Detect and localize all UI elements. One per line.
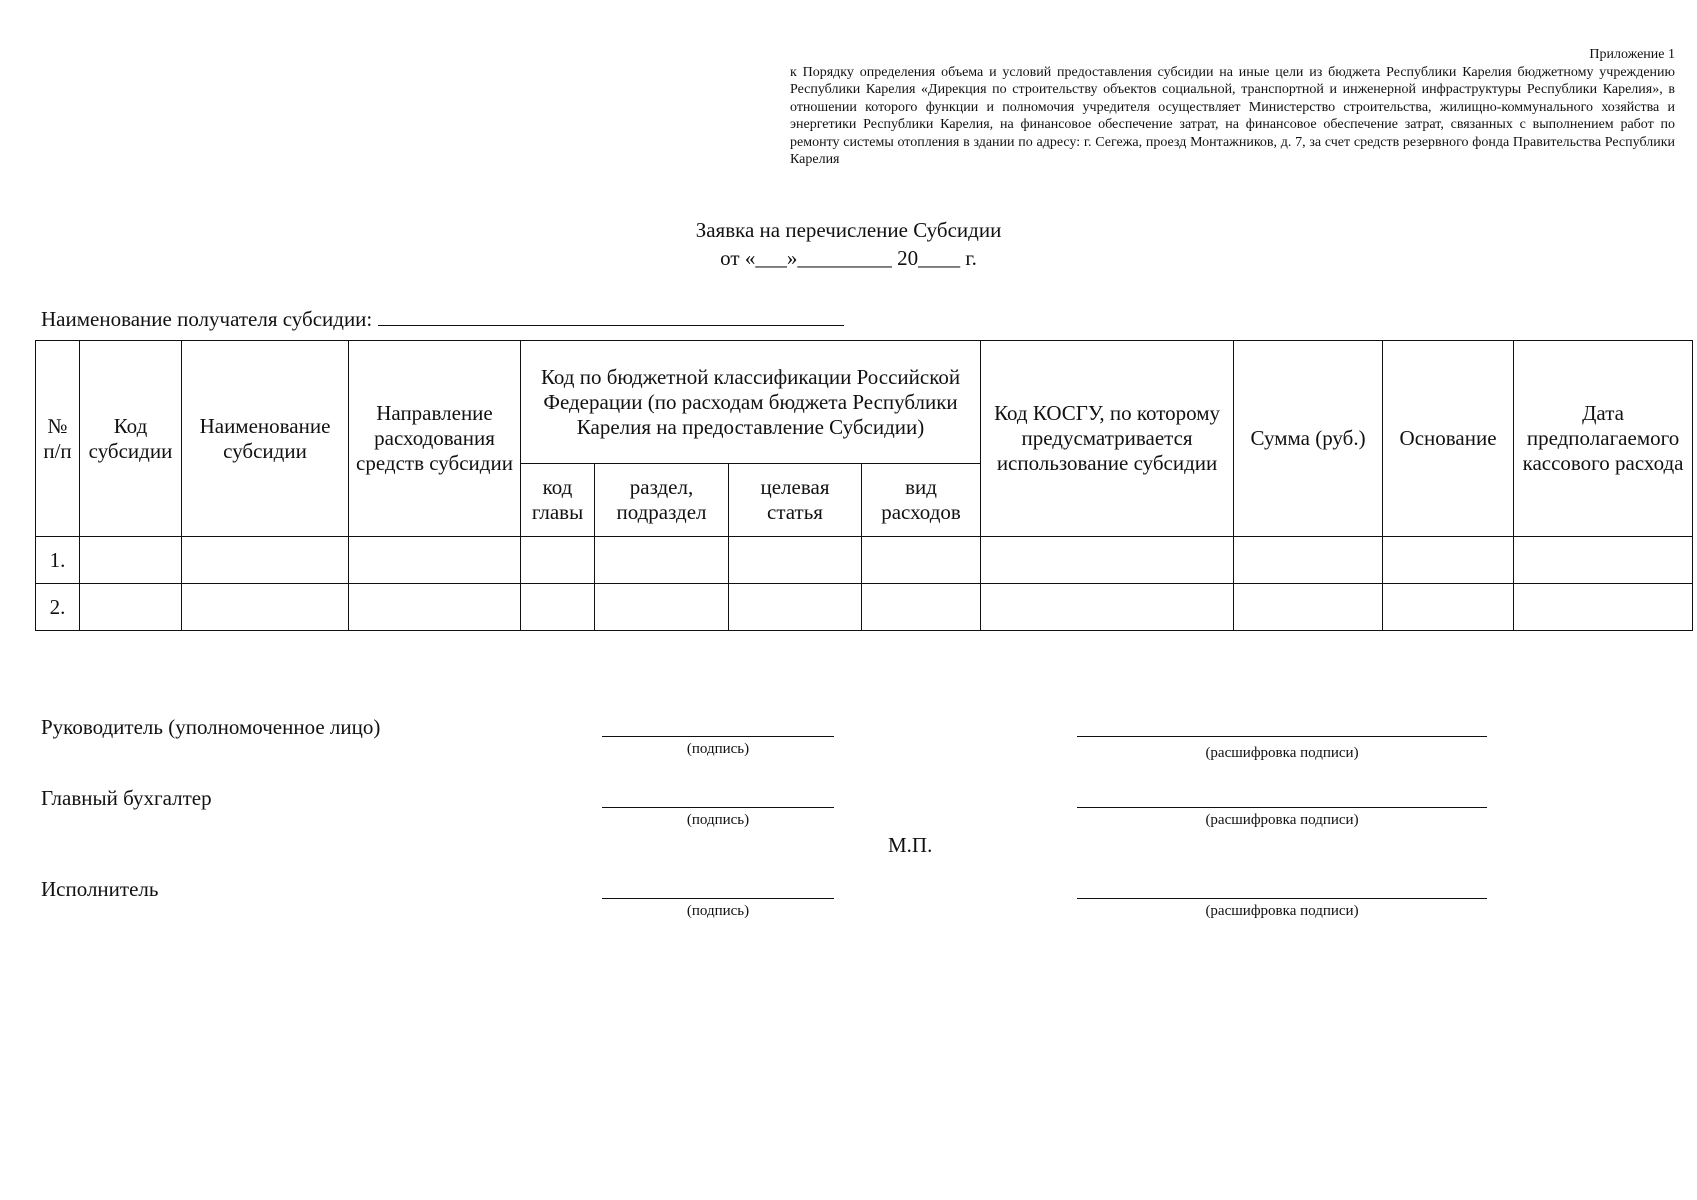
table-row [36, 584, 1693, 631]
signature-line[interactable] [602, 807, 834, 808]
cell-direction[interactable] [349, 537, 521, 584]
cell-basis[interactable] [1383, 537, 1514, 584]
cell-name[interactable] [182, 537, 349, 584]
signature-decode-caption: (расшифровка подписи) [1205, 812, 1359, 828]
col-kosgu-header: Код КОСГУ, по которому предусматривается использование субсидии [981, 341, 1234, 537]
appendix-text: к Порядку определения объема и условий предоставления субсидии на иные цели из бюджета Республики Карелия бюджетному учреждению Республики Карелия «Дирекция по строительству объектов социальной, транспортной и инженерной инфраструктуры Республики Карелия», в отношении которого функции и полномочия учредителя осуществляет Министерство строительства, жилищно-коммунального хозяйства и энергетики Республики Карелия, на финансовое обеспечение затрат, на финансовое обеспечение затрат, связанных с выполнением работ по ремонту системы отопления в здании по адресу: г. Сегежа, проезд Монтажников, д. 7, за счет средств резервного фонда Правительства Республики Карелия [790, 64, 1675, 167]
appendix-title: Приложение 1 [1589, 47, 1675, 62]
row-number: 1. [36, 537, 80, 584]
recipient-field [41, 305, 844, 332]
signature-decode-caption: (расшифровка подписи) [1205, 903, 1359, 919]
signature-caption: (подпись) [686, 741, 750, 757]
cell-name[interactable] [182, 584, 349, 631]
appendix-note [790, 46, 1675, 169]
col-chapter-header: код главы [521, 464, 595, 537]
cell-section[interactable] [595, 537, 729, 584]
col-direction-header: Направление расходования средств субсидии [349, 341, 521, 537]
cell-chapter[interactable] [521, 537, 595, 584]
signature-role-head: Руководитель (уполномоченное лицо) [41, 715, 381, 739]
cell-expense[interactable] [862, 537, 981, 584]
title-line: Заявка на перечисление Субсидии [695, 218, 1002, 242]
col-num-header: № п/п [36, 341, 80, 537]
cell-sum[interactable] [1234, 537, 1383, 584]
col-target-header: целевая статья [729, 464, 862, 537]
col-date-header: Дата предполагаемого кассового расхода [1514, 341, 1693, 537]
subsidy-request-table [35, 340, 1693, 631]
cell-code[interactable] [80, 537, 182, 584]
cell-chapter[interactable] [521, 584, 595, 631]
cell-date[interactable] [1514, 584, 1693, 631]
recipient-label: Наименование получателя субсидии: [41, 307, 373, 331]
col-budget-classification-header: Код по бюджетной классификации Российской Федерации (по расходам бюджета Республики Карелия на предоставление Субсидии) [521, 341, 981, 464]
signature-decode-caption: (расшифровка подписи) [1205, 745, 1359, 761]
cell-date[interactable] [1514, 537, 1693, 584]
cell-kosgu[interactable] [981, 537, 1234, 584]
col-name-header: Наименование субсидии [182, 341, 349, 537]
signature-role-accountant: Главный бухгалтер [41, 786, 212, 810]
cell-direction[interactable] [349, 584, 521, 631]
cell-kosgu[interactable] [981, 584, 1234, 631]
row-number: 2. [36, 584, 80, 631]
table-row [36, 537, 1693, 584]
cell-code[interactable] [80, 584, 182, 631]
col-section-header: раздел, подраздел [595, 464, 729, 537]
cell-target[interactable] [729, 584, 862, 631]
signature-caption: (подпись) [686, 812, 750, 828]
stamp-place: М.П. [888, 833, 933, 857]
col-basis-header: Основание [1383, 341, 1514, 537]
document-title [0, 216, 1697, 272]
recipient-blank-line [378, 305, 844, 326]
cell-basis[interactable] [1383, 584, 1514, 631]
cell-expense[interactable] [862, 584, 981, 631]
cell-target[interactable] [729, 537, 862, 584]
signature-line[interactable] [602, 736, 834, 737]
cell-sum[interactable] [1234, 584, 1383, 631]
header-row [36, 341, 1693, 464]
signature-decode-line[interactable] [1077, 898, 1487, 899]
date-line: от «___»_________ 20____ г. [720, 246, 977, 270]
signature-decode-line[interactable] [1077, 807, 1487, 808]
signature-role-executor: Исполнитель [41, 877, 159, 901]
signature-decode-line[interactable] [1077, 736, 1487, 737]
cell-section[interactable] [595, 584, 729, 631]
col-sum-header: Сумма (руб.) [1234, 341, 1383, 537]
signature-line[interactable] [602, 898, 834, 899]
signature-caption: (подпись) [686, 903, 750, 919]
col-code-header: Код субсидии [80, 341, 182, 537]
col-expense-header: вид расходов [862, 464, 981, 537]
